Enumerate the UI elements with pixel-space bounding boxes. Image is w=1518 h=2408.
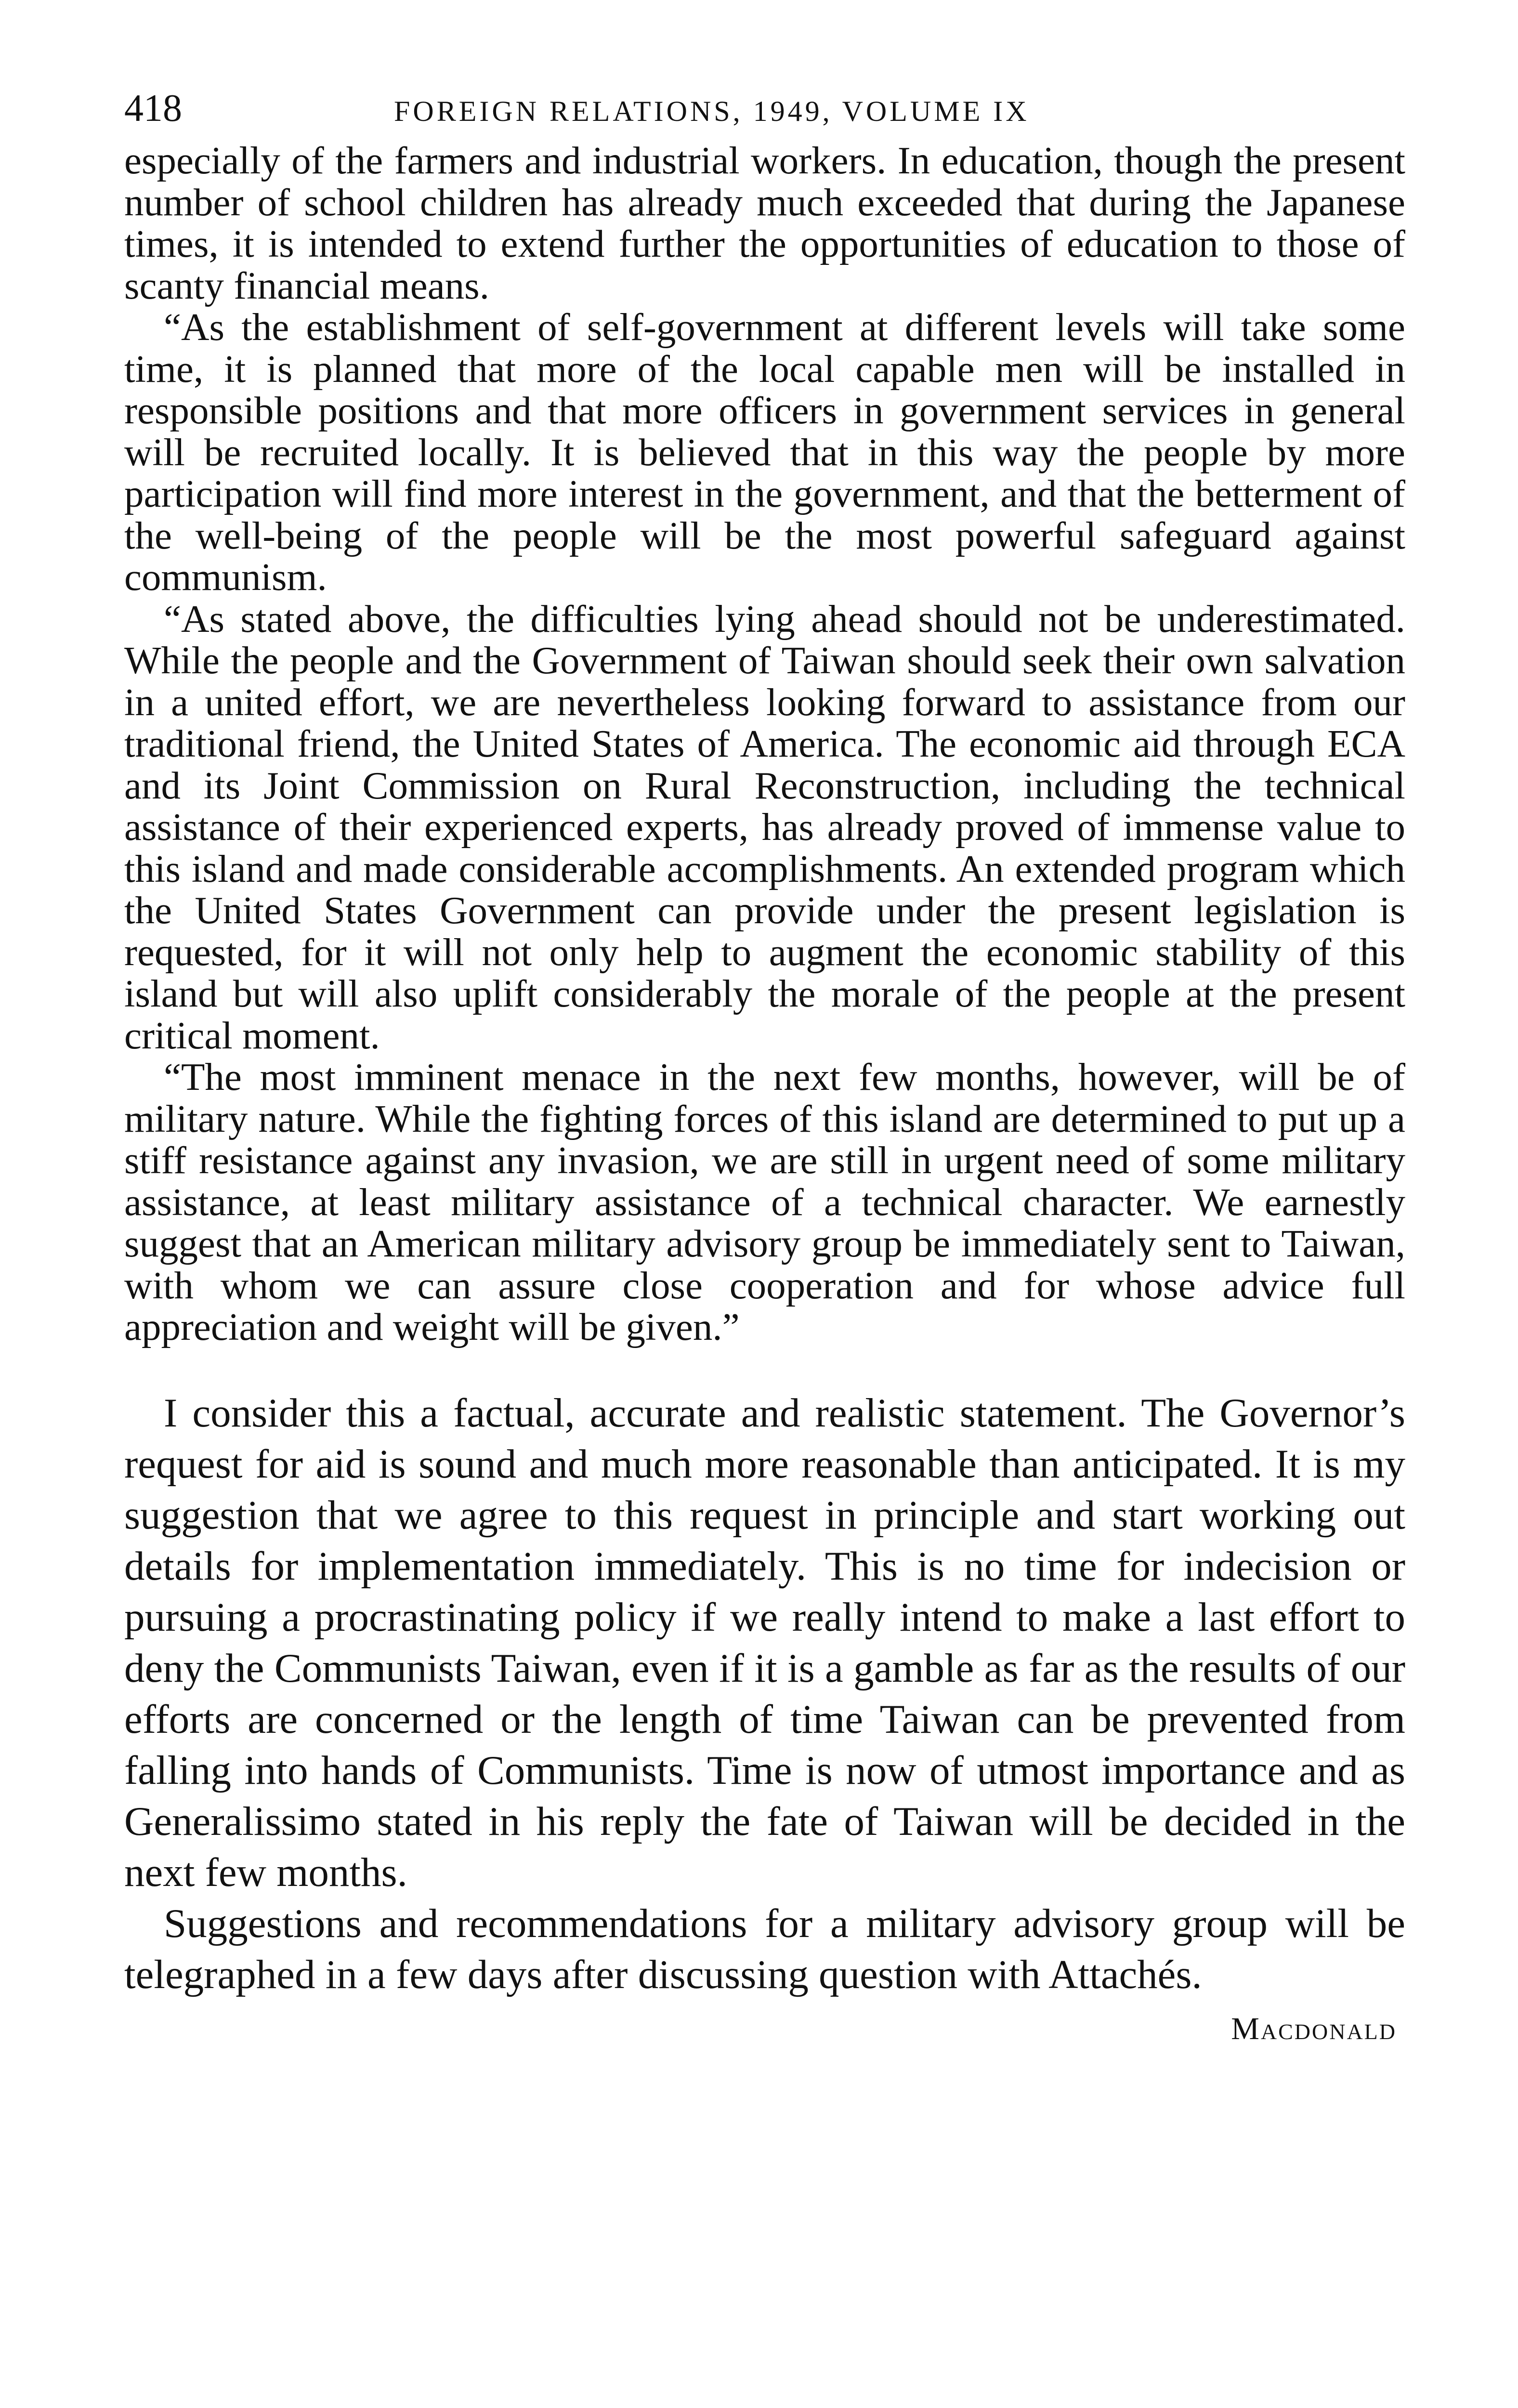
- running-title: FOREIGN RELATIONS, 1949, VOLUME IX: [394, 95, 1030, 127]
- quote-paragraph: especially of the farmers and industrial workers. In education, though the present number of school children has already much exceeded that during the Japanese times, it is intended to extend further the opportunities of education to those of scanty financial means.: [124, 139, 1405, 307]
- body-paragraph: Suggestions and recommendations for a military advisory group will be telegraphed in a few days after discussing question with Attachés.: [124, 1900, 1405, 1997]
- quoted-statement: [124, 140, 1405, 1348]
- quote-paragraph: “The most imminent menace in the next few months, however, will be of military nature. While the fighting forces of this island are determined to put up a stiff resistance against any invasion, we are still in urgent need of some military assistance, at least military assistance of a technical character. We earnestly suggest that an American military advisory group be immediately sent to Taiwan, with whom we can assure close cooperation and for whose advice full appreciation and weight will be given.”: [124, 1055, 1405, 1348]
- signature: Macdonald: [1231, 2011, 1397, 2046]
- body-text: [124, 1387, 1405, 2000]
- page-number: 418: [124, 87, 182, 130]
- running-head: [124, 87, 1405, 140]
- quote-paragraph: “As the establishment of self-government at different levels will take some time, it is planned that more of the local capable men will be installed in responsible positions and that more officers in government services in general will be recruited locally. It is believed that in this way the people by more participation will find more interest in the government, and that the betterment of the well-being of the people will be the most powerful safeguard against communism.: [124, 305, 1405, 599]
- quote-paragraph: “As stated above, the difficulties lying ahead should not be underestimated. While the people and the Government of Taiwan should seek their own salvation in a united effort, we are nevertheless looking forward to assistance from our traditional friend, the United States of America. The economic aid through ECA and its Joint Commission on Rural Reconstruction, including the technical assistance of their experienced experts, has already proved of immense value to this island and made considerable accomplishments. An extended program which the United States Government can provide under the present legislation is requested, for it will not only help to augment the economic stability of this island but will also uplift considerably the morale of the people at the present critical moment.: [124, 597, 1405, 1057]
- document-page: [124, 87, 1405, 2047]
- body-paragraph: I consider this a factual, accurate and realistic statement. The Governor’s request for aid is sound and much more reasonable than anticipated. It is my suggestion that we agree to this request in principle and start working out details for implementation immediately. This is no time for indecision or pursuing a procrastinating policy if we really intend to make a last effort to deny the Communists Taiwan, even if it is a gamble as far as the results of our efforts are concerned or the length of time Taiwan can be prevented from falling into hands of Communists. Time is now of utmost importance and as Generalissimo stated in his reply the fate of Taiwan will be decided in the next few months.: [124, 1390, 1405, 1895]
